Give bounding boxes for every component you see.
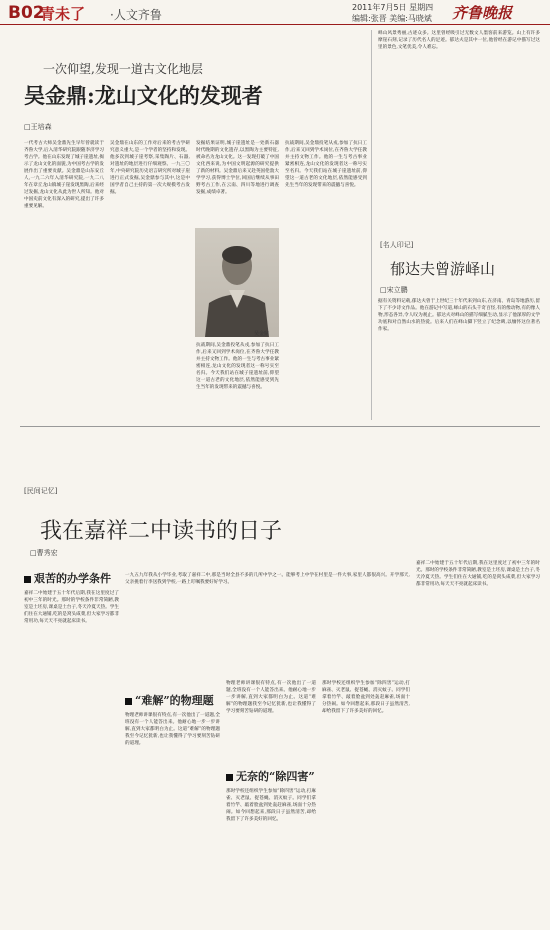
newspaper-logo: 齐鲁晚报 — [452, 4, 513, 22]
sidebar-label: [名人印记] — [380, 241, 414, 249]
article2-col1: 嘉祥二中始建于五十年代后期,我在这里度过了初中三年的时光。那时的学校条件非常简陋,教室是土坯房,课桌是土台子,冬天冷夏天热。学生们住在大通铺,吃的是窝头咸菜,但大家学习都非常用功,每天天不亮就起床读书。 — [24, 591, 119, 624]
photo-caption: 吴金鼎 — [254, 331, 270, 337]
sidebar-title: 郁达夫曾游峄山 — [390, 260, 496, 278]
bullet-square-icon — [125, 698, 132, 705]
article1-col-a: 一代考古大师吴金鼎先生早年曾就读于齐鲁大学,后入清华研究院跟随李济学习考古学。他在山东发现了城子崖遗址,揭示了龙山文化的面貌,为中国考古学的发展作出了重要贡献。吴金鼎是山东安丘人,一九二六年入清华研究院,一九二八年在章丘龙山镇城子崖发现黑陶,后来经过发掘,龙山文化从此为世人所知。他对中国史前文化有深入的研究,提出了许多重要见解。 — [24, 141, 104, 209]
bullet-square-icon — [226, 774, 233, 781]
channel-name: 青未了 — [40, 5, 86, 23]
article1-byline: □王培森 — [24, 123, 52, 131]
page-number: B02 — [8, 3, 45, 23]
sidebar-body: 据有关资料记载,郁达夫曾于上世纪三十年代来到山东,在济南、青岛等地游历,留下了不少诗文作品。他在游记中写道,峄山的石头千奇百怪,有的像动物,有的像人物,形态各异,令人叹为观止。郁达夫对峄山的描写细腻生动,显示了他深厚的文学功底和对自然山水的热爱。后来人们在峄山脚下竖立了纪念碑,以缅怀这位著名作家。 — [378, 299, 540, 332]
article1-col-b: 吴金鼎在山东的工作对后来的考古学研究意义重大,是一个学者的坚持和发现。他多次到城子崖考察,采集陶片、石器,对遗址的地层进行仔细观察。一九三〇年,中央研究院历史语言研究所对城子崖进行正式发掘,吴金鼎参与其中,这是中国学者自己主持的第一次大规模考古发掘。 — [110, 141, 190, 195]
article2-col2: 物理老师讲课很有特点,有一次他出了一道题,全班没有一个人能答出来。他耐心地一步一步讲解,直到大家都明白为止。这道“难解”的物理题我至今记忆犹新,也让我懂得了学习要刻苦钻研的道理。 — [125, 713, 220, 746]
section-divider — [20, 426, 540, 427]
editor-line: 编辑:张晋 美编:马晓斌 — [352, 14, 432, 23]
article1-kicker: 一次仰望,发现一道古文化地层 — [43, 62, 203, 76]
portrait-photo — [195, 228, 279, 337]
portrait-figure — [195, 228, 279, 337]
article2-label: [民间记忆] — [24, 487, 58, 495]
article1-col-d: 抗战期间,吴金鼎投笔从戎,参加了抗日工作,后来又回到学术岗位,在齐鲁大学任教并主持文物工作。他的一生与考古事业紧密相连,龙山文化的发现者这一称号实至名归。今天我们站在城子崖遗址前,仰望这一道古老的文化地层,依然能感受到先生当年的发现带来的震撼与喜悦。 — [285, 141, 367, 188]
section-name: ·人文齐鲁 — [110, 8, 162, 22]
article2-intro: 一九五九年我从小学毕业,考取了嘉祥二中,那是当时全县不多的几所中学之一。能够考上中学在村里是一件大事,家里人都很高兴。开学那天,父亲挑着行李送我到学校,一路上叮嘱我要好好学习。 — [125, 573, 410, 585]
article2-title: 我在嘉祥二中读书的日子 — [40, 519, 283, 544]
article1-col-c2: 抗战期间,吴金鼎投笔从戎,参加了抗日工作,后来又回到学术岗位,在齐鲁大学任教并主持文物工作。他的一生与考古事业紧密相连,龙山文化的发现者这一称号实至名归。今天我们站在城子崖遗址前,仰望这一道古老的文化地层,依然能感受到先生当年的发现带来的震撼与喜悦。 — [196, 343, 279, 390]
article2-col4: 那时学校还组织学生参加“除四害”运动,打麻雀、灭老鼠、捉苍蝇、消灭蚊子。同学们拿着竹竿、敲着脸盆到处轰赶麻雀,场面十分热闹。如今回想起来,那段日子虽然清苦,却给我留下了许多美好的回忆。 — [322, 681, 410, 714]
article1-col-c: 发掘结果证明,城子崖遗址是一处新石器时代晚期的文化遗存,以黑陶为主要特征,被命名为龙山文化。这一发现打破了中国文化西来说,为中国文明起源的研究提供了新的材料。吴金鼎后来又赴英国伦敦大学学习,获得博士学位,回国后继续从事田野考古工作,在云南、四川等地进行调查发掘,成绩卓著。 — [196, 141, 279, 195]
date-line: 2011年7月5日 星期四 — [352, 3, 434, 12]
bullet-square-icon — [24, 576, 31, 583]
article2-byline: □曹秀宏 — [30, 549, 58, 557]
edition-meta — [352, 2, 433, 24]
article1-title: 吴金鼎:龙山文化的发现者 — [24, 83, 263, 108]
subhead-conditions: 艰苦的办学条件 — [24, 570, 111, 586]
article2-col3b: 那时学校还组织学生参加“除四害”运动,打麻雀、灭老鼠、捉苍蝇、消灭蚊子。同学们拿着竹竿、敲着脸盆到处轰赶麻雀,场面十分热闹。如今回想起来,那段日子虽然清苦,却给我留下了许多美好的回忆。 — [226, 789, 316, 822]
sidebar-byline: □宋立鹏 — [380, 286, 408, 294]
column-divider — [371, 30, 372, 420]
sidebar-intro-text: 峄山风景秀丽,古迹众多。这里曾经吸引过无数文人墨客前来游览。山上有许多摩崖石刻,记录了历代名人的足迹。郁达夫是其中一位,他曾经在游记中描写过这里的景色,文笔优美,令人难忘。 — [378, 31, 540, 50]
article2-col3: 物理老师讲课很有特点,有一次他出了一道题,全班没有一个人能答出来。他耐心地一步一步讲解,直到大家都明白为止。这道“难解”的物理题我至今记忆犹新,也让我懂得了学习要刻苦钻研的道理。 — [226, 681, 316, 714]
subhead-pests: 无奈的“除四害” — [226, 768, 315, 784]
article2-col5: 嘉祥二中始建于五十年代后期,我在这里度过了初中三年的时光。那时的学校条件非常简陋,教室是土坯房,课桌是土台子,冬天冷夏天热。学生们住在大通铺,吃的是窝头咸菜,但大家学习都非常用功,每天天不亮就起床读书。 — [416, 561, 540, 587]
page-header — [0, 0, 550, 25]
subhead-physics: “难解”的物理题 — [125, 692, 214, 708]
